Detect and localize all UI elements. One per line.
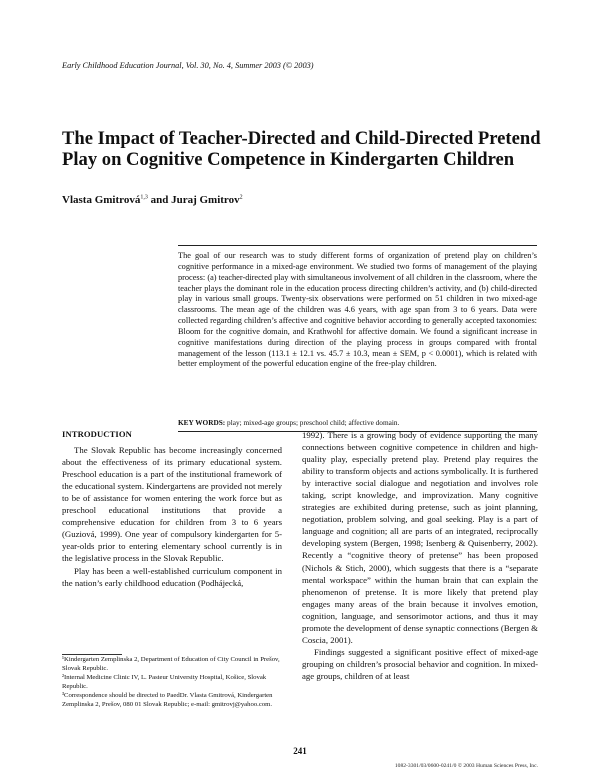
footnote-rule — [62, 654, 122, 655]
journal-citation: Early Childhood Education Journal, Vol. 30, No. 4, Summer 2003 (© 2003) — [62, 61, 314, 70]
page-number: 241 — [293, 746, 307, 756]
keywords-text: play; mixed-age groups; preschool child; affective domain. — [225, 418, 400, 427]
author-conjunction: and — [147, 194, 172, 206]
body-paragraph-1: 1992). There is a growing body of evidence supporting the many connections between cognitive competence in children and high-quality play, especially pretend play. Pretend play requires the ability to transform objects and actions symbolically. It is furthered by interactive social dialogue and negotiation and involves role taking, script knowledge, and improvization. Many cognitive strategies are exhibited during pretense, such as joint planning, negotiation, problem solving, and goal seeking. Play is a part of language and cognition; all are parts of an integrated, reciprocally developing system (Bergen, 1998; Isenberg & Quisenberry, 2002). Recently a “cognitive theory of pretense” has been proposed (Nichols & Stich, 2000), which suggests that there is a “separate mental workspace” within the human brain that can explain the phenomenon of pretense. It is more likely that pretend play engages many areas of the brain because it involves emotion, cognition, language, and sensorimotor actions, and thus it may promote the development of dense synaptic connections (Bergen & Coscia, 2001). — [302, 430, 538, 645]
author-1-affiliation: 1,3 — [140, 194, 148, 201]
author-line — [62, 194, 542, 206]
keywords — [178, 418, 537, 427]
footnote-2: ²Internal Medicine Clinic IV, L. Pasteur University Hospital, Košice, Slovak Republic. — [62, 673, 267, 690]
author-2-affiliation: 2 — [239, 194, 243, 201]
copyright-line: 1082-3301/03/0600-0241/0 © 2003 Human Sciences Press, Inc. — [394, 763, 538, 769]
body-paragraph-2: Findings suggested a significant positive effect of mixed-age grouping on children’s prosocial behavior and cognition. In mixed-age groups, children of at least — [302, 646, 538, 681]
keywords-label: KEY WORDS: — [178, 418, 226, 427]
intro-paragraph-2: Play has been a well-established curriculum component in the nation’s early childhood education (Podhájecká, — [62, 565, 282, 588]
section-heading-introduction: INTRODUCTION — [62, 429, 132, 439]
abstract: The goal of our research was to study different forms of organization of pretend play on children’s cognitive performance in a mixed-age environment. We studied two forms of management of the playing process: (a) teacher-directed play with simultaneous involvement of all children in the classroom, where the teacher plays the dominant role in the education process directing children’s activity, and (b) child-directed play in various small groups. Twenty-six observations were performed on 51 children in two mixed-age classrooms. The mean age of the children was 4.6 years, with age span from 3 to 6 years. Data were collected regarding children’s affective and cognitive behavior according to generally accepted taxonomies: Bloom for the cognitive domain, and Krathwohl for affective domain. We found a significant increase in cognitive manifestations during direction of the playing process in groups compared with frontal management of the lesson (113.1 ± 12.1 vs. 45.7 ± 10.3, mean ± SEM, p < 0.0001), which is related with better employment of the powerful education engine of the free-play children. — [178, 251, 537, 369]
footnote-1: ¹Kindergarten Zemplinska 2, Department of Education of City Council in Prešov, Slovak Republic. — [62, 656, 280, 672]
intro-paragraph-1: The Slovak Republic has become increasingly concerned about the effectiveness of its primary educational system. Preschool education is a part of the institutional framework of the educational system. Kindergartens are provided not merely to be of assistance for women entering the work force but as preschool educational institutions that provide a comprehensive education for children from 3 to 6 years (Guziová, 1999). One year of compulsory kindergarten for 5-year-olds prior to entering elementary school currently is in the legislative process in the Slovak Republic. — [62, 445, 282, 564]
article-title: The Impact of Teacher-Directed and Child-Directed Pretend Play on Cognitive Competence in Kindergarten Children — [62, 128, 541, 170]
footnote-3: ³Correspondence should be directed to PaedDr. Vlasta Gmitrová, Kindergarten Zemplinska 2, Prešov, 080 01 Slovak Republic; e-mail: gmitrovj@yahoo.com. — [62, 691, 273, 708]
author-1: Vlasta Gmitrová — [62, 194, 141, 206]
left-column — [62, 428, 282, 589]
abstract-top-rule — [178, 245, 537, 246]
right-column — [302, 429, 538, 682]
author-2: Juraj Gmitrov — [171, 194, 240, 206]
footnotes — [62, 656, 284, 709]
